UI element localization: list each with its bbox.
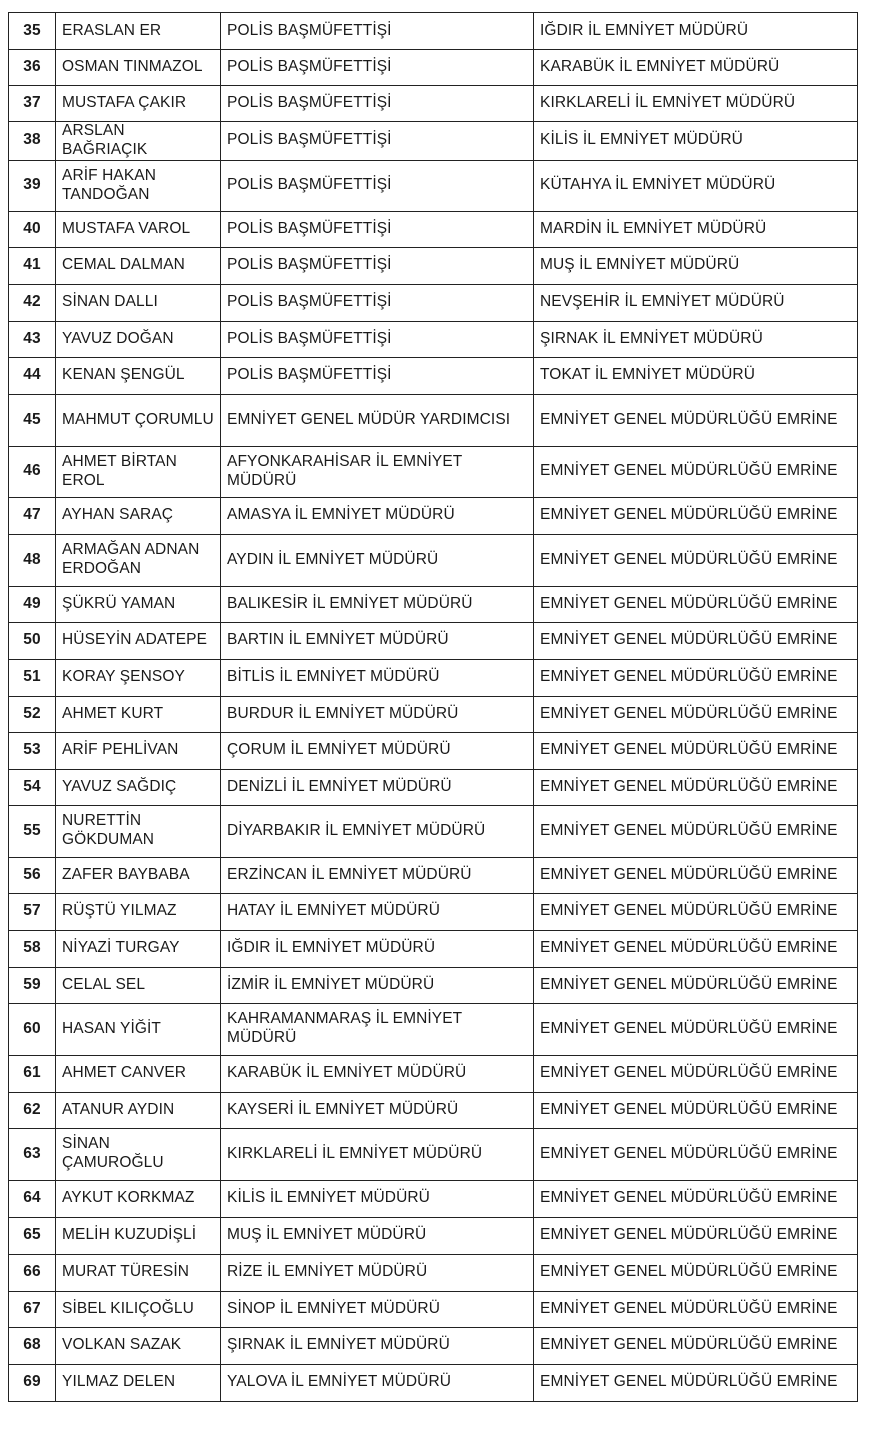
current-position: POLİS BAŞMÜFETTİŞİ (221, 160, 534, 211)
table-row (9, 1003, 858, 1055)
table-row (9, 659, 858, 696)
current-position: İZMİR İL EMNİYET MÜDÜRÜ (221, 967, 534, 1003)
new-position: EMNİYET GENEL MÜDÜRLÜĞÜ EMRİNE (534, 1254, 858, 1291)
officer-name: MAHMUT ÇORUMLU (56, 394, 221, 446)
new-position: EMNİYET GENEL MÜDÜRLÜĞÜ EMRİNE (534, 1364, 858, 1401)
row-number: 51 (9, 659, 56, 696)
current-position: RİZE İL EMNİYET MÜDÜRÜ (221, 1254, 534, 1291)
row-number: 65 (9, 1217, 56, 1254)
new-position: EMNİYET GENEL MÜDÜRLÜĞÜ EMRİNE (534, 446, 858, 497)
officer-name: CELAL SEL (56, 967, 221, 1003)
table-row (9, 696, 858, 732)
row-number: 50 (9, 622, 56, 659)
current-position: POLİS BAŞMÜFETTİŞİ (221, 247, 534, 284)
row-number: 39 (9, 160, 56, 211)
officer-name: KORAY ŞENSOY (56, 659, 221, 696)
appointment-table-body (9, 13, 858, 1402)
officer-name: MUSTAFA VAROL (56, 211, 221, 247)
row-number: 36 (9, 50, 56, 86)
current-position: AYDIN İL EMNİYET MÜDÜRÜ (221, 534, 534, 586)
row-number: 44 (9, 357, 56, 394)
current-position: KARABÜK İL EMNİYET MÜDÜRÜ (221, 1055, 534, 1092)
row-number: 68 (9, 1327, 56, 1364)
new-position: EMNİYET GENEL MÜDÜRLÜĞÜ EMRİNE (534, 586, 858, 622)
current-position: ÇORUM İL EMNİYET MÜDÜRÜ (221, 732, 534, 769)
officer-name: CEMAL DALMAN (56, 247, 221, 284)
table-row (9, 122, 858, 161)
row-number: 52 (9, 696, 56, 732)
row-number: 59 (9, 967, 56, 1003)
officer-name: YAVUZ SAĞDIÇ (56, 769, 221, 805)
new-position: EMNİYET GENEL MÜDÜRLÜĞÜ EMRİNE (534, 769, 858, 805)
table-row (9, 857, 858, 893)
current-position: POLİS BAŞMÜFETTİŞİ (221, 86, 534, 122)
row-number: 54 (9, 769, 56, 805)
new-position: EMNİYET GENEL MÜDÜRLÜĞÜ EMRİNE (534, 1003, 858, 1055)
officer-name: NİYAZİ TURGAY (56, 930, 221, 967)
new-position: EMNİYET GENEL MÜDÜRLÜĞÜ EMRİNE (534, 1128, 858, 1180)
table-row (9, 50, 858, 86)
current-position: POLİS BAŞMÜFETTİŞİ (221, 284, 534, 321)
row-number: 45 (9, 394, 56, 446)
current-position: KAHRAMANMARAŞ İL EMNİYET MÜDÜRÜ (221, 1003, 534, 1055)
row-number: 55 (9, 805, 56, 857)
new-position: EMNİYET GENEL MÜDÜRLÜĞÜ EMRİNE (534, 1055, 858, 1092)
row-number: 42 (9, 284, 56, 321)
officer-name: VOLKAN SAZAK (56, 1327, 221, 1364)
row-number: 58 (9, 930, 56, 967)
current-position: MUŞ İL EMNİYET MÜDÜRÜ (221, 1217, 534, 1254)
table-row (9, 1217, 858, 1254)
table-row (9, 1254, 858, 1291)
table-row (9, 247, 858, 284)
officer-name: MELİH KUZUDİŞLİ (56, 1217, 221, 1254)
table-row (9, 1180, 858, 1217)
current-position: POLİS BAŞMÜFETTİŞİ (221, 50, 534, 86)
current-position: HATAY İL EMNİYET MÜDÜRÜ (221, 893, 534, 930)
officer-name: ARSLAN BAĞRIAÇIK (56, 122, 221, 161)
new-position: EMNİYET GENEL MÜDÜRLÜĞÜ EMRİNE (534, 394, 858, 446)
current-position: DENİZLİ İL EMNİYET MÜDÜRÜ (221, 769, 534, 805)
officer-name: RÜŞTÜ YILMAZ (56, 893, 221, 930)
officer-name: YILMAZ DELEN (56, 1364, 221, 1401)
current-position: KAYSERİ İL EMNİYET MÜDÜRÜ (221, 1092, 534, 1128)
new-position: EMNİYET GENEL MÜDÜRLÜĞÜ EMRİNE (534, 1092, 858, 1128)
current-position: POLİS BAŞMÜFETTİŞİ (221, 357, 534, 394)
row-number: 47 (9, 497, 56, 534)
row-number: 69 (9, 1364, 56, 1401)
current-position: BİTLİS İL EMNİYET MÜDÜRÜ (221, 659, 534, 696)
table-row (9, 357, 858, 394)
officer-name: YAVUZ DOĞAN (56, 321, 221, 357)
new-position: TOKAT İL EMNİYET MÜDÜRÜ (534, 357, 858, 394)
table-row (9, 321, 858, 357)
table-row (9, 1327, 858, 1364)
officer-name: MUSTAFA ÇAKIR (56, 86, 221, 122)
table-row (9, 930, 858, 967)
new-position: EMNİYET GENEL MÜDÜRLÜĞÜ EMRİNE (534, 659, 858, 696)
current-position: ERZİNCAN İL EMNİYET MÜDÜRÜ (221, 857, 534, 893)
new-position: EMNİYET GENEL MÜDÜRLÜĞÜ EMRİNE (534, 1180, 858, 1217)
new-position: EMNİYET GENEL MÜDÜRLÜĞÜ EMRİNE (534, 622, 858, 659)
officer-name: ŞÜKRÜ YAMAN (56, 586, 221, 622)
table-row (9, 622, 858, 659)
new-position: EMNİYET GENEL MÜDÜRLÜĞÜ EMRİNE (534, 1217, 858, 1254)
officer-name: ATANUR AYDIN (56, 1092, 221, 1128)
current-position: POLİS BAŞMÜFETTİŞİ (221, 321, 534, 357)
row-number: 53 (9, 732, 56, 769)
new-position: EMNİYET GENEL MÜDÜRLÜĞÜ EMRİNE (534, 534, 858, 586)
row-number: 40 (9, 211, 56, 247)
current-position: BALIKESİR İL EMNİYET MÜDÜRÜ (221, 586, 534, 622)
current-position: IĞDIR İL EMNİYET MÜDÜRÜ (221, 930, 534, 967)
row-number: 62 (9, 1092, 56, 1128)
table-row (9, 86, 858, 122)
row-number: 37 (9, 86, 56, 122)
row-number: 56 (9, 857, 56, 893)
new-position: EMNİYET GENEL MÜDÜRLÜĞÜ EMRİNE (534, 1291, 858, 1327)
officer-name: SİBEL KILIÇOĞLU (56, 1291, 221, 1327)
row-number: 38 (9, 122, 56, 161)
officer-name: ZAFER BAYBABA (56, 857, 221, 893)
new-position: NEVŞEHİR İL EMNİYET MÜDÜRÜ (534, 284, 858, 321)
current-position: BARTIN İL EMNİYET MÜDÜRÜ (221, 622, 534, 659)
officer-name: ARMAĞAN ADNAN ERDOĞAN (56, 534, 221, 586)
table-row (9, 967, 858, 1003)
row-number: 35 (9, 13, 56, 50)
officer-name: AHMET BİRTAN EROL (56, 446, 221, 497)
current-position: YALOVA İL EMNİYET MÜDÜRÜ (221, 1364, 534, 1401)
table-row (9, 394, 858, 446)
table-row (9, 446, 858, 497)
new-position: EMNİYET GENEL MÜDÜRLÜĞÜ EMRİNE (534, 967, 858, 1003)
current-position: POLİS BAŞMÜFETTİŞİ (221, 13, 534, 50)
row-number: 49 (9, 586, 56, 622)
table-row (9, 160, 858, 211)
officer-name: HÜSEYİN ADATEPE (56, 622, 221, 659)
row-number: 48 (9, 534, 56, 586)
officer-name: OSMAN TINMAZOL (56, 50, 221, 86)
current-position: KİLİS İL EMNİYET MÜDÜRÜ (221, 1180, 534, 1217)
current-position: POLİS BAŞMÜFETTİŞİ (221, 211, 534, 247)
current-position: EMNİYET GENEL MÜDÜR YARDIMCISI (221, 394, 534, 446)
table-row (9, 1092, 858, 1128)
new-position: EMNİYET GENEL MÜDÜRLÜĞÜ EMRİNE (534, 930, 858, 967)
row-number: 41 (9, 247, 56, 284)
officer-name: NURETTİN GÖKDUMAN (56, 805, 221, 857)
current-position: POLİS BAŞMÜFETTİŞİ (221, 122, 534, 161)
officer-name: MURAT TÜRESİN (56, 1254, 221, 1291)
current-position: SİNOP İL EMNİYET MÜDÜRÜ (221, 1291, 534, 1327)
officer-name: ARİF PEHLİVAN (56, 732, 221, 769)
table-row (9, 1128, 858, 1180)
new-position: EMNİYET GENEL MÜDÜRLÜĞÜ EMRİNE (534, 732, 858, 769)
row-number: 57 (9, 893, 56, 930)
row-number: 61 (9, 1055, 56, 1092)
current-position: BURDUR İL EMNİYET MÜDÜRÜ (221, 696, 534, 732)
appointment-table (8, 12, 858, 1402)
current-position: AMASYA İL EMNİYET MÜDÜRÜ (221, 497, 534, 534)
table-row (9, 805, 858, 857)
table-row (9, 893, 858, 930)
table-row (9, 1364, 858, 1401)
table-row (9, 13, 858, 50)
row-number: 67 (9, 1291, 56, 1327)
row-number: 46 (9, 446, 56, 497)
new-position: ŞIRNAK İL EMNİYET MÜDÜRÜ (534, 321, 858, 357)
officer-name: AYKUT KORKMAZ (56, 1180, 221, 1217)
table-row (9, 769, 858, 805)
new-position: EMNİYET GENEL MÜDÜRLÜĞÜ EMRİNE (534, 893, 858, 930)
officer-name: ARİF HAKAN TANDOĞAN (56, 160, 221, 211)
officer-name: KENAN ŞENGÜL (56, 357, 221, 394)
row-number: 60 (9, 1003, 56, 1055)
new-position: KÜTAHYA İL EMNİYET MÜDÜRÜ (534, 160, 858, 211)
row-number: 63 (9, 1128, 56, 1180)
table-row (9, 497, 858, 534)
row-number: 66 (9, 1254, 56, 1291)
new-position: EMNİYET GENEL MÜDÜRLÜĞÜ EMRİNE (534, 805, 858, 857)
officer-name: ERASLAN ER (56, 13, 221, 50)
current-position: DİYARBAKIR İL EMNİYET MÜDÜRÜ (221, 805, 534, 857)
table-row (9, 534, 858, 586)
table-row (9, 1291, 858, 1327)
new-position: IĞDIR İL EMNİYET MÜDÜRÜ (534, 13, 858, 50)
row-number: 43 (9, 321, 56, 357)
current-position: AFYONKARAHİSAR İL EMNİYET MÜDÜRÜ (221, 446, 534, 497)
officer-name: SİNAN ÇAMUROĞLU (56, 1128, 221, 1180)
officer-name: AYHAN SARAÇ (56, 497, 221, 534)
new-position: KIRKLARELİ İL EMNİYET MÜDÜRÜ (534, 86, 858, 122)
current-position: ŞIRNAK İL EMNİYET MÜDÜRÜ (221, 1327, 534, 1364)
new-position: MARDİN İL EMNİYET MÜDÜRÜ (534, 211, 858, 247)
new-position: KİLİS İL EMNİYET MÜDÜRÜ (534, 122, 858, 161)
officer-name: SİNAN DALLI (56, 284, 221, 321)
officer-name: HASAN YİĞİT (56, 1003, 221, 1055)
row-number: 64 (9, 1180, 56, 1217)
officer-name: AHMET CANVER (56, 1055, 221, 1092)
table-row (9, 586, 858, 622)
table-row (9, 211, 858, 247)
new-position: EMNİYET GENEL MÜDÜRLÜĞÜ EMRİNE (534, 497, 858, 534)
new-position: MUŞ İL EMNİYET MÜDÜRÜ (534, 247, 858, 284)
current-position: KIRKLARELİ İL EMNİYET MÜDÜRÜ (221, 1128, 534, 1180)
table-row (9, 284, 858, 321)
officer-name: AHMET KURT (56, 696, 221, 732)
table-row (9, 732, 858, 769)
new-position: EMNİYET GENEL MÜDÜRLÜĞÜ EMRİNE (534, 857, 858, 893)
table-row (9, 1055, 858, 1092)
new-position: EMNİYET GENEL MÜDÜRLÜĞÜ EMRİNE (534, 696, 858, 732)
new-position: EMNİYET GENEL MÜDÜRLÜĞÜ EMRİNE (534, 1327, 858, 1364)
new-position: KARABÜK İL EMNİYET MÜDÜRÜ (534, 50, 858, 86)
